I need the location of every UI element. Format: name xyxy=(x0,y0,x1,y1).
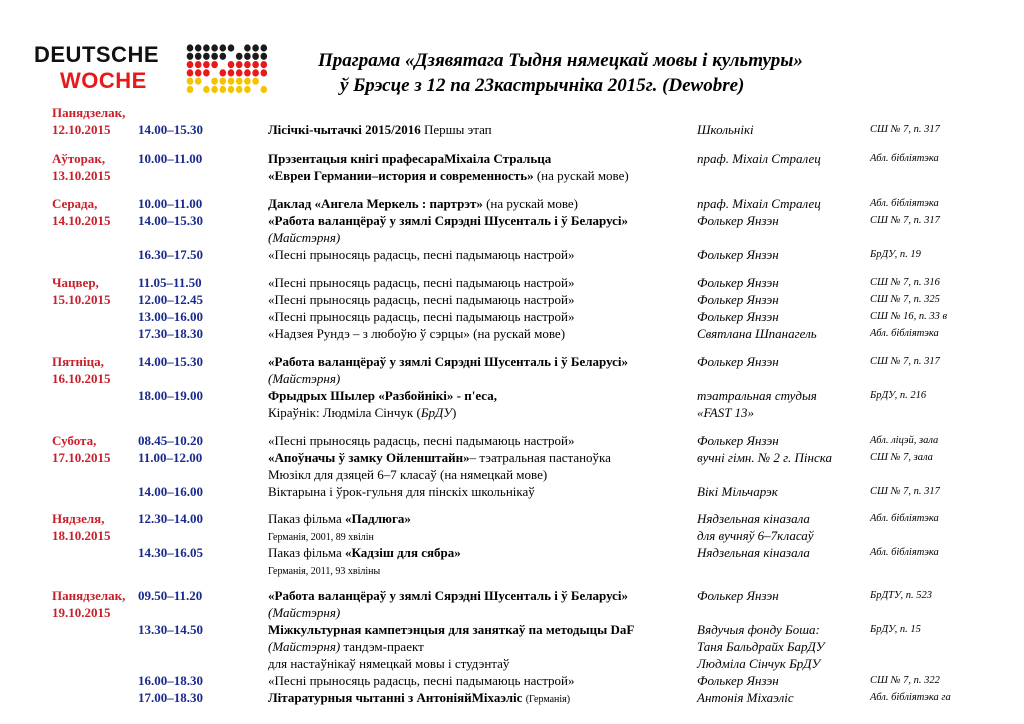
event-text-segment: (Майстэрня) xyxy=(268,371,341,386)
event-description xyxy=(268,325,565,342)
event-text-segment: «Падлюга» xyxy=(345,511,411,526)
event-text-segment: БрДУ xyxy=(420,405,452,420)
event-description xyxy=(268,432,575,449)
venue: Абл. ліцэй, зала xyxy=(870,435,939,446)
event-text-segment: Віктарына і ўрок-гульня для пінскіх школьнікаў xyxy=(268,484,535,499)
schedule-row xyxy=(0,587,1024,604)
event-text-segment: «Евреи Германии–история и современность» xyxy=(268,168,537,183)
schedule-row xyxy=(0,527,1024,544)
event-description xyxy=(268,246,575,263)
event-text-segment: Першы этап xyxy=(420,122,492,137)
day-label: 12.10.2015 xyxy=(52,122,111,137)
event-description xyxy=(268,308,575,325)
day-label: 17.10.2015 xyxy=(52,450,111,465)
schedule-row xyxy=(0,150,1024,167)
time-range: 11.00–12.00 xyxy=(138,450,203,465)
event-text-segment: «Песні прыносяць радасць, песні падымаюць настрой» xyxy=(268,275,575,290)
event-text-segment: «Песні прыносяць радасць, песні падымаюць настрой» xyxy=(268,433,575,448)
event-description xyxy=(268,449,611,466)
event-text-segment: «Надзея Рундэ – з любоўю ў сэрцы» xyxy=(268,326,474,341)
event-text-segment: Германія, 2011, 93 хвіліны xyxy=(268,566,381,577)
event-description xyxy=(268,483,535,500)
schedule-row xyxy=(0,404,1024,421)
event-text-segment: «Песні прыносяць радасць, песні падымаюць настрой» xyxy=(268,309,575,324)
event-text-segment: (Майстэрня) xyxy=(268,230,341,245)
time-range: 16.00–18.30 xyxy=(138,673,203,688)
schedule-row xyxy=(0,325,1024,342)
schedule-row xyxy=(0,167,1024,184)
schedule-row xyxy=(0,621,1024,638)
venue: БрДТУ, п. 523 xyxy=(870,590,932,601)
schedule-row xyxy=(0,353,1024,370)
day-label: Аўторак, xyxy=(52,151,106,166)
event-text-segment: Паказ фільма xyxy=(268,545,346,560)
event-description xyxy=(268,655,509,672)
presenter: «FAST 13» xyxy=(697,405,754,420)
day-label: Панядзелак, xyxy=(52,105,126,120)
event-description xyxy=(268,404,456,421)
event-text-segment: ) xyxy=(452,405,457,420)
venue: СШ № 7, зала xyxy=(870,452,933,463)
event-text-segment: (на рускай мове) xyxy=(473,326,566,341)
event-description xyxy=(268,195,578,212)
presenter: Антонія Міхаэліс xyxy=(697,690,794,705)
event-text-segment: Кіраўнік: Людміла Сінчук ( xyxy=(268,405,421,420)
logo-text-line1: DEUTSCHE xyxy=(34,42,160,67)
presenter: Фолькер Янзэн xyxy=(697,213,779,228)
event-text-segment: Літаратурныя чытанні з АнтоніяйМіхаэліс xyxy=(268,690,526,705)
schedule-row xyxy=(0,370,1024,387)
event-text-segment: «Песні прыносяць радасць, песні падымаюць настрой» xyxy=(268,673,575,688)
schedule-row xyxy=(0,432,1024,449)
schedule-row xyxy=(0,483,1024,500)
venue: СШ № 16, п. 33 в xyxy=(870,311,948,322)
venue: БрДУ, п. 19 xyxy=(870,249,921,260)
event-description xyxy=(268,638,424,655)
time-range: 13.00–16.00 xyxy=(138,309,203,324)
event-description xyxy=(268,621,634,638)
event-description xyxy=(268,544,461,561)
time-range: 14.00–15.30 xyxy=(138,122,203,137)
time-range: 12.00–12.45 xyxy=(138,292,203,307)
schedule-row xyxy=(0,638,1024,655)
event-description xyxy=(268,291,575,308)
event-text-segment: «Работа валанцёраў у зямлі Сярэдні Шусенталь і ў Беларусі» xyxy=(268,213,629,228)
event-text-segment: Даклад «Ангела Меркель : партрэт» xyxy=(268,196,483,211)
day-label: Чацвер, xyxy=(52,275,99,290)
day-label: 14.10.2015 xyxy=(52,213,111,228)
event-text-segment: для настаўнікаў нямецкай мовы і студэнтаў xyxy=(268,656,510,671)
day-label: 15.10.2015 xyxy=(52,292,111,307)
schedule-row xyxy=(0,604,1024,621)
schedule-row xyxy=(0,387,1024,404)
presenter: Таня Бальдрайх БарДУ xyxy=(697,639,825,654)
event-description xyxy=(268,121,492,138)
schedule-row xyxy=(0,246,1024,263)
time-range: 17.30–18.30 xyxy=(138,326,203,341)
event-description xyxy=(268,353,628,370)
day-label: Пятніца, xyxy=(52,354,104,369)
presenter: Фолькер Янзэн xyxy=(697,354,779,369)
venue: СШ № 7, п. 317 xyxy=(870,215,940,226)
schedule-row xyxy=(0,291,1024,308)
schedule-row xyxy=(0,544,1024,561)
event-description xyxy=(268,510,411,527)
presenter: Фолькер Янзэн xyxy=(697,275,779,290)
venue: Абл. бібліятэка xyxy=(870,328,939,339)
presenter: Фолькер Янзэн xyxy=(697,588,779,603)
presenter: Фолькер Янзэн xyxy=(697,247,779,262)
venue: СШ № 7, п. 322 xyxy=(870,675,940,686)
schedule-row xyxy=(0,510,1024,527)
event-text-segment: Германія, 2001, 89 хвілін xyxy=(268,532,374,543)
event-description xyxy=(268,370,340,387)
event-text-segment: Фрыдрых Шылер «Разбойнікі» - п'еса, xyxy=(268,388,497,403)
event-text-segment: (на рускай мове) xyxy=(482,196,578,211)
time-range: 16.30–17.50 xyxy=(138,247,203,262)
venue: БрДУ, п. 15 xyxy=(870,624,921,635)
schedule-row xyxy=(0,449,1024,466)
event-text-segment: «Работа валанцёраў у зямлі Сярэдні Шусенталь і ў Беларусі» xyxy=(268,354,629,369)
venue: Абл. бібліятэка xyxy=(870,198,939,209)
event-description xyxy=(268,604,340,621)
time-range: 17.00–18.30 xyxy=(138,690,203,705)
day-label: Серада, xyxy=(52,196,98,211)
day-label: 16.10.2015 xyxy=(52,371,111,386)
time-range: 09.50–11.20 xyxy=(138,588,203,603)
time-range: 10.00–11.00 xyxy=(138,196,203,211)
event-text-segment: Прэзентацыя кнігі прафесараМіхаіла Стральца xyxy=(268,151,552,166)
schedule-row xyxy=(0,104,1024,121)
event-description xyxy=(268,587,628,604)
event-text-segment: – тэатральная пастаноўка xyxy=(469,450,611,465)
presenter: Фолькер Янзэн xyxy=(697,433,779,448)
event-description xyxy=(268,561,380,580)
event-text-segment: «Песні прыносяць радасць, песні падымаюць настрой» xyxy=(268,247,575,262)
event-description xyxy=(268,387,497,404)
event-description xyxy=(268,466,547,483)
venue: СШ № 7, п. 325 xyxy=(870,294,940,305)
presenter: Фолькер Янзэн xyxy=(697,292,779,307)
day-label: Нядзеля, xyxy=(52,511,105,526)
presenter: Вікі Мільчарэк xyxy=(697,484,778,499)
event-text-segment: «Апоўначы ў замку Ойленштайн» xyxy=(268,450,470,465)
title-line-1: Праграма «Дзявятага Тыдня нямецкай мовы і культуры» xyxy=(318,50,803,71)
presenter: праф. Міхаіл Стралец xyxy=(697,151,821,166)
event-description xyxy=(268,212,628,229)
venue: СШ № 7, п. 317 xyxy=(870,124,940,135)
event-text-segment: Міжкультурная кампетэнцыя для заняткаў па методыцы DaF xyxy=(268,622,635,637)
schedule-row xyxy=(0,229,1024,246)
time-range: 14.30–16.05 xyxy=(138,545,203,560)
event-text-segment: Лісічкі-чытачкі 2015/2016 xyxy=(268,122,421,137)
title-line-2: ў Брэсце з 12 па 23кастрычніка 2015г. (Dewobre) xyxy=(340,75,745,96)
venue: СШ № 7, п. 317 xyxy=(870,486,940,497)
time-range: 14.00–15.30 xyxy=(138,354,203,369)
presenter: вучні гімн. № 2 г. Пінска xyxy=(697,450,832,465)
event-description xyxy=(268,167,629,184)
presenter: Фолькер Янзэн xyxy=(697,309,779,324)
venue: БрДУ, п. 216 xyxy=(870,390,927,401)
venue: Абл. бібліятэка xyxy=(870,513,939,524)
event-text-segment: Паказ фільма xyxy=(268,511,346,526)
event-description xyxy=(268,672,575,689)
event-description xyxy=(268,150,551,167)
event-text-segment: «Работа валанцёраў у зямлі Сярэдні Шусенталь і ў Беларусі» xyxy=(268,588,629,603)
presenter: Вядучыя фонду Боша: xyxy=(697,622,820,637)
schedule-row xyxy=(0,121,1024,138)
presenter: тэатральная студыя xyxy=(697,388,817,403)
event-description xyxy=(268,689,570,708)
presenter: Людміла Сінчук БрДУ xyxy=(697,656,821,671)
time-range: 10.00–11.00 xyxy=(138,151,203,166)
presenter: праф. Міхаіл Стралец xyxy=(697,196,821,211)
event-description xyxy=(268,274,575,291)
event-text-segment: «Кадзіш для сябра» xyxy=(345,545,461,560)
presenter: для вучняў 6–7класаў xyxy=(697,528,814,543)
schedule-row xyxy=(0,212,1024,229)
presenter: Фолькер Янзэн xyxy=(697,673,779,688)
presenter: Святлана Шпанагель xyxy=(697,326,817,341)
schedule-row xyxy=(0,689,1024,706)
event-text-segment: (Майстэрня) xyxy=(268,605,341,620)
event-description xyxy=(268,229,340,246)
day-label: Панядзелак, xyxy=(52,588,126,603)
venue: Абл. бібліятэка xyxy=(870,547,939,558)
time-range: 13.30–14.50 xyxy=(138,622,203,637)
schedule-row xyxy=(0,672,1024,689)
schedule-row xyxy=(0,655,1024,672)
time-range: 18.00–19.00 xyxy=(138,388,203,403)
schedule-row xyxy=(0,308,1024,325)
event-text-segment: (Германія) xyxy=(525,694,571,705)
time-range: 14.00–16.00 xyxy=(138,484,203,499)
event-text-segment: тандэм-праект xyxy=(340,639,424,654)
schedule-row xyxy=(0,561,1024,578)
event-text-segment: (на рускай мове) xyxy=(536,168,629,183)
presenter: Нядзельная кіназала xyxy=(697,511,810,526)
presenter: Школьнікі xyxy=(697,122,754,137)
presenter: Нядзельная кіназала xyxy=(697,545,810,560)
time-range: 12.30–14.00 xyxy=(138,511,203,526)
schedule-row xyxy=(0,195,1024,212)
time-range: 14.00–15.30 xyxy=(138,213,203,228)
venue: Абл. бібліятэка га xyxy=(870,692,951,703)
day-label: 18.10.2015 xyxy=(52,528,111,543)
logo-text-line2: WOCHE xyxy=(60,68,147,93)
event-text-segment: (Майстэрня) xyxy=(268,639,341,654)
schedule-row xyxy=(0,274,1024,291)
day-label: 19.10.2015 xyxy=(52,605,111,620)
venue: Абл. бібліятэка xyxy=(870,153,939,164)
time-range: 08.45–10.20 xyxy=(138,433,203,448)
schedule-row xyxy=(0,466,1024,483)
venue: СШ № 7, п. 317 xyxy=(870,356,940,367)
event-text-segment: «Песні прыносяць радасць, песні падымаюць настрой» xyxy=(268,292,575,307)
day-label: 13.10.2015 xyxy=(52,168,111,183)
day-label: Субота, xyxy=(52,433,97,448)
venue: СШ № 7, п. 316 xyxy=(870,277,940,288)
event-text-segment: Мюзікл для дзяцей 6–7 класаў (на нямецкай мове) xyxy=(268,467,548,482)
time-range: 11.05–11.50 xyxy=(138,275,202,290)
